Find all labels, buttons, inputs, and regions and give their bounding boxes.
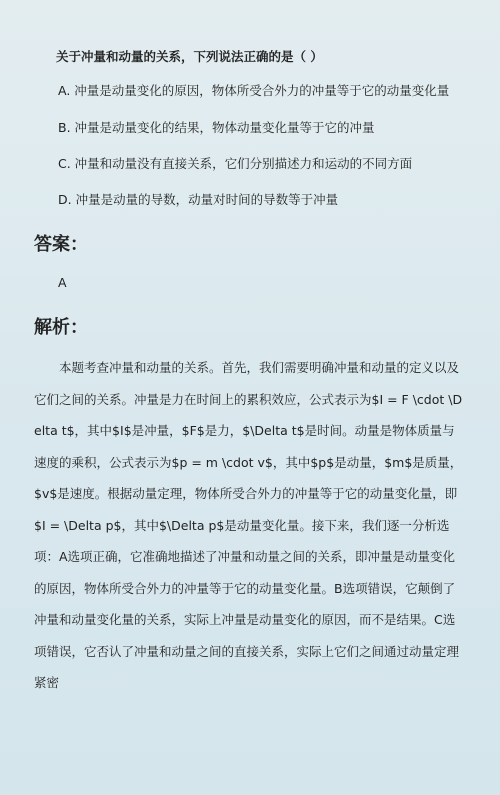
option-d: D. 冲量是动量的导数，动量对时间的导数等于冲量 [58,192,339,207]
analysis-text: 本题考查冲量和动量的关系。首先，我们需要明确冲量和动量的定义以及它们之间的关系。冲量是力在时间上的累积效应，公式表示为$I = F \cdot \Delta t$，其中$I$是冲量，$F$是力，$\Delta t$是时间。动量是物体质量与速度的乘积，公式表示为$p = m \cdot v$，其中$p$是动量，$m$是质量，$v$是速度。根据动量定理，物体所受合外力的冲量等于它的动量变化量，即$I = \Delta p$，其中$\Delta p$是动量变化量。接下来，我们逐一分析选项：A选项正确，它准确地描述了冲量和动量之间的关系，即冲量是动量变化的原因，物体所受合外力的冲量等于它的动量变化量。B选项错误，它颠倒了冲量和动量变化量的关系，实际上冲量是动量变化的原因，而不是结果。C选项错误，它否认了冲量和动量之间的直接关系，实际上它们之间通过动量定理紧密 [34,360,463,690]
answer-heading: 答案： [34,234,88,255]
option-c: C. 冲量和动量没有直接关系，它们分别描述力和运动的不同方面 [58,156,413,171]
option-a: A. 冲量是动量变化的原因，物体所受合外力的冲量等于它的动量变化量 [58,83,450,98]
option-b: B. 冲量是动量变化的结果，物体动量变化量等于它的冲量 [58,120,375,135]
question-stem: 关于冲量和动量的关系，下列说法正确的是（ ） [56,49,323,64]
analysis-heading: 解析： [34,317,88,338]
answer-value: A [58,275,67,290]
